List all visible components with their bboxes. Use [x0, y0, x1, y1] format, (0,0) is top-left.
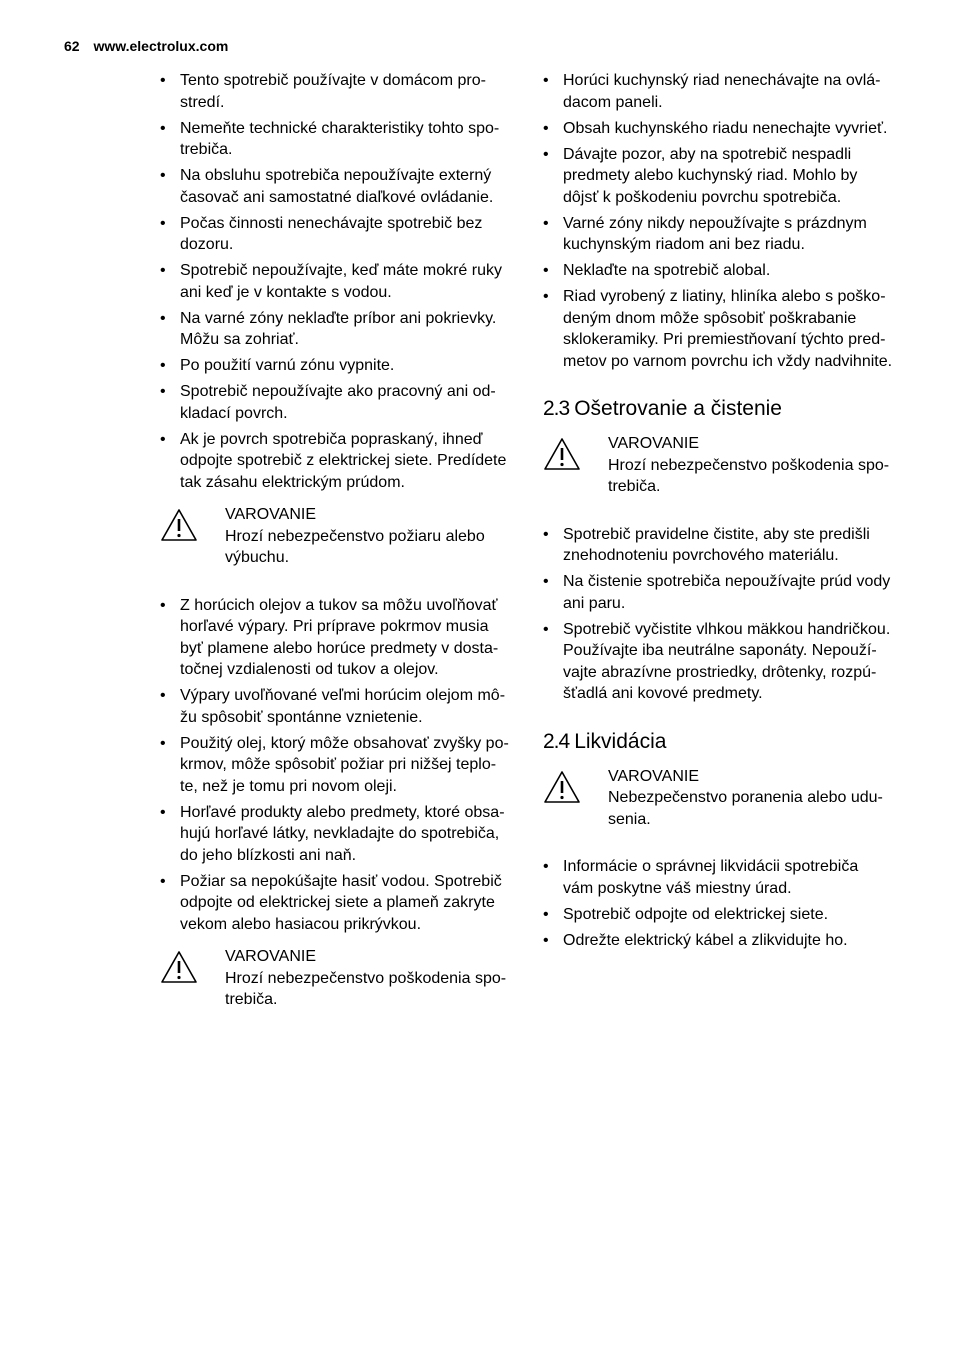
right-column [543, 70, 903, 956]
warning-text: Hrozí nebezpečenstvo požiaru alebo výbuchu. [225, 527, 485, 566]
list-item: • Počas činnosti nenechávajte spotrebič bez dozoru. [160, 213, 515, 256]
list-item: • Požiar sa nepokúšajte hasiť vodou. Spotrebič odpojte od elektrickej siete a plameň zakryte vekom alebo hasiacou prikrývkou. [160, 871, 515, 936]
page-header [64, 38, 228, 54]
list-item: • Riad vyrobený z liatiny, hliníka alebo s poško- deným dnom môže spôsobiť poškrabanie sklokeramiky. Pri premiestňovaní týchto pred- metov po varnom povrchu ich vždy nadvihnite. [543, 286, 903, 372]
section-title: Ošetrovanie a čistenie [574, 397, 782, 420]
list-item: • Obsah kuchynského riadu nenechajte vyvrieť. [543, 118, 903, 140]
list-item: • Nemeňte technické charakteristiky tohto spo- trebiča. [160, 118, 515, 161]
list-item: • Dávajte pozor, aby na spotrebič nespadli predmety alebo kuchynský riad. Mohlo by dôjsť k poškodeniu povrchu spotrebiča. [543, 144, 903, 209]
list-item: • Horľavé produkty alebo predmety, ktoré obsa- hujú horľavé látky, nevkladajte do spotrebiča, do jeho blízkosti ani naň. [160, 802, 515, 867]
page-number: 62 [64, 38, 80, 54]
list-item: • Výpary uvoľňované veľmi horúcim olejom mô- žu spôsobiť spontánne vznietenie. [160, 685, 515, 728]
warning-block [160, 504, 515, 569]
warning-title: VAROVANIE [225, 948, 316, 965]
list-item: • Varné zóny nikdy nepoužívajte s prázdnym kuchynským riadom ani bez riadu. [543, 213, 903, 256]
list-item: • Spotrebič odpojte od elektrickej siete. [543, 904, 903, 926]
left-column [160, 70, 515, 1037]
warning-block [543, 766, 903, 831]
section-number: 2.3 [543, 397, 570, 420]
list-item: • Spotrebič vyčistite vlhkou mäkkou handričkou. Používajte iba neutrálne saponáty. Nepouží- vajte abrazívne prostriedky, drôtenky, rozpú- šťadlá ani kovové predmety. [543, 619, 903, 705]
section-title: Likvidácia [574, 729, 667, 753]
list-item: • Na varné zóny neklaďte príbor ani pokrievky. Môžu sa zohriať. [160, 308, 515, 351]
list-item: • Ak je povrch spotrebiča popraskaný, ihneď odpojte spotrebič z elektrickej siete. Predídete tak zásahu elektrickým prúdom. [160, 429, 515, 494]
section-heading-care-cleaning [543, 396, 903, 422]
safety-list-1 [160, 70, 515, 493]
list-item: • Spotrebič nepoužívajte ako pracovný ani od- kladací povrch. [160, 381, 515, 424]
list-item: • Z horúcich olejov a tukov sa môžu uvoľňovať horľavé výpary. Pri príprave pokrmov musia byť plamene alebo horúce predmety v dosta- točnej vzdialenosti od tukov a olejov. [160, 595, 515, 681]
list-item: • Spotrebič pravidelne čistite, aby ste predišli znehodnoteniu povrchového materiálu. [543, 524, 903, 567]
warning-text: Hrozí nebezpečenstvo poškodenia spo- trebiča. [225, 969, 507, 1008]
warning-text: Hrozí nebezpečenstvo poškodenia spo- trebiča. [608, 456, 890, 495]
safety-list-3 [543, 70, 903, 372]
website-url: www.electrolux.com [93, 38, 229, 54]
warning-text: Nebezpečenstvo poranenia alebo udu- senia. [608, 789, 883, 828]
list-item: • Odrežte elektrický kábel a zlikvidujte ho. [543, 930, 903, 952]
warning-triangle-icon [543, 770, 581, 804]
list-item: • Spotrebič nepoužívajte, keď máte mokré ruky ani keď je v kontakte s vodou. [160, 260, 515, 303]
list-item: • Tento spotrebič používajte v domácom pro- stredí. [160, 70, 515, 113]
cleaning-list [543, 524, 903, 705]
list-item: • Neklaďte na spotrebič alobal. [543, 260, 903, 282]
warning-triangle-icon [160, 950, 198, 984]
warning-block [160, 946, 515, 1011]
list-item: • Na čistenie spotrebiča nepoužívajte prúd vody ani paru. [543, 571, 903, 614]
section-number: 2.4 [543, 729, 570, 753]
disposal-list [543, 856, 903, 951]
warning-block [543, 433, 903, 498]
warning-title: VAROVANIE [608, 435, 699, 452]
list-item: • Informácie o správnej likvidácii spotrebiča vám poskytne váš miestny úrad. [543, 856, 903, 899]
list-item: • Horúci kuchynský riad nenechávajte na ovlá- dacom paneli. [543, 70, 903, 113]
warning-triangle-icon [543, 437, 581, 471]
warning-title: VAROVANIE [225, 506, 316, 523]
list-item: • Použitý olej, ktorý môže obsahovať zvyšky po- krmov, môže spôsobiť požiar pri nižšej teplo- te, než je tomu pri novom oleji. [160, 733, 515, 798]
section-heading-disposal [543, 729, 903, 755]
safety-list-2 [160, 595, 515, 936]
warning-triangle-icon [160, 508, 198, 542]
list-item: • Po použití varnú zónu vypnite. [160, 355, 515, 377]
warning-title: VAROVANIE [608, 767, 699, 785]
list-item: • Na obsluhu spotrebiča nepoužívajte externý časovač ani samostatné diaľkové ovládanie. [160, 165, 515, 208]
